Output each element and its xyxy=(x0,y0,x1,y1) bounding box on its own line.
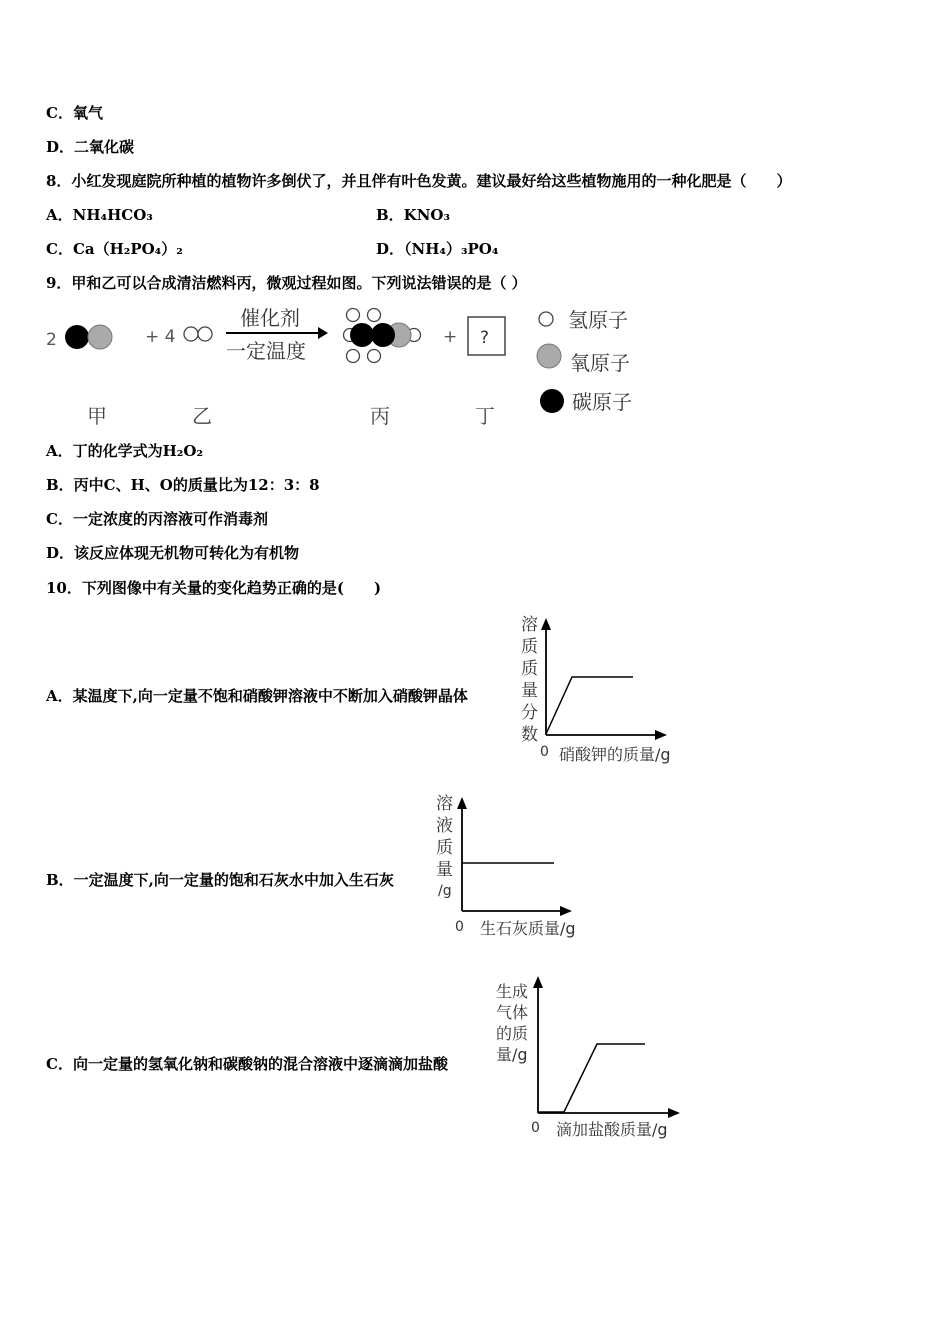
graph-a-origin: 0 xyxy=(540,744,549,760)
legend-oxygen: 氧原子 xyxy=(570,351,630,375)
q10-option-a-text: A．某温度下,向一定量不饱和硝酸钾溶液中不断加入硝酸钾晶体 xyxy=(46,687,468,705)
option-d-co2: D．二氧化碳 xyxy=(46,138,135,156)
graph-a-y-arrow xyxy=(541,618,551,630)
graph-a-xlabel: 硝酸钾的质量/g xyxy=(559,745,671,764)
legend-hydrogen: 氢原子 xyxy=(568,308,628,332)
jia-oxygen-atom xyxy=(88,325,112,349)
graph-c-ylabel: 生成 xyxy=(496,982,529,1001)
graph-b-ylabel: /g xyxy=(438,883,452,899)
legend-carbon: 碳原子 xyxy=(572,390,632,414)
q9-option-d: D．该反应体现无机物可转化为有机物 xyxy=(46,544,300,562)
bing-h-atom xyxy=(368,350,381,363)
bing-h-atom xyxy=(347,350,360,363)
graph-c-origin: 0 xyxy=(531,1120,540,1136)
legend-oxygen-icon xyxy=(537,344,561,368)
graph-b-ylabel: 量 xyxy=(436,860,453,880)
graph-b-y-arrow xyxy=(457,797,467,809)
plus-2: + xyxy=(443,327,458,347)
graph-b-ylabel: 液 xyxy=(436,816,453,836)
q8-option-a: A．NH₄HCO₃ xyxy=(46,206,153,224)
q10-graph-b xyxy=(430,787,590,947)
q10-option-b-text: B．一定温度下,向一定量的饱和石灰水中加入生石灰 xyxy=(46,871,394,889)
q9-reaction-diagram xyxy=(40,300,660,435)
reaction-arrow-head xyxy=(318,327,328,339)
label-bing: 丙 xyxy=(370,404,390,428)
graph-b-ylabel: 溶 xyxy=(436,794,453,814)
plus-4: + 4 xyxy=(145,327,176,347)
unknown-mark: ? xyxy=(480,328,490,348)
graph-a-ylabel: 质 xyxy=(521,637,538,657)
q9-stem: 9．甲和乙可以合成清洁燃料丙，微观过程如图。下列说法错误的是（ ） xyxy=(46,274,527,292)
bing-carbon-atom xyxy=(371,323,395,347)
bing-h-atom xyxy=(347,309,360,322)
q10-graph-c xyxy=(494,972,689,1144)
graph-b-ylabel: 质 xyxy=(436,838,453,858)
graph-a-ylabel: 质 xyxy=(521,659,538,679)
legend-carbon-icon xyxy=(540,389,564,413)
graph-a-ylabel: 量 xyxy=(521,681,538,701)
graph-c-curve xyxy=(538,1044,645,1112)
q9-option-c: C．一定浓度的丙溶液可作消毒剂 xyxy=(46,510,268,528)
bing-carbon-atom xyxy=(350,323,374,347)
graph-c-ylabel: 量/g xyxy=(496,1045,528,1064)
label-yi: 乙 xyxy=(192,404,212,428)
yi-h-atom-1 xyxy=(184,327,198,341)
q10-graph-a xyxy=(515,610,685,770)
q9-option-a: A．丁的化学式为H₂O₂ xyxy=(46,442,204,460)
graph-c-xlabel: 滴加盐酸质量/g xyxy=(556,1120,668,1139)
q9-option-b: B．丙中C、H、O的质量比为12：3：8 xyxy=(46,476,320,494)
graph-a-curve xyxy=(546,677,633,734)
graph-a-x-arrow xyxy=(655,730,667,740)
label-ding: 丁 xyxy=(475,404,495,428)
graph-c-ylabel: 气体 xyxy=(496,1003,529,1022)
jia-carbon-atom xyxy=(65,325,89,349)
bing-h-atom xyxy=(368,309,381,322)
q8-option-d: D．（NH₄）₃PO₄ xyxy=(376,240,499,258)
graph-a-ylabel: 溶 xyxy=(521,615,538,635)
graph-c-ylabel: 的质 xyxy=(496,1024,529,1043)
q8-option-b: B．KNO₃ xyxy=(376,206,451,224)
graph-b-xlabel: 生石灰质量/g xyxy=(480,919,576,938)
arrow-catalyst: 催化剂 xyxy=(240,306,300,330)
q8-option-c: C．Ca（H₂PO₄）₂ xyxy=(46,240,183,258)
graph-b-x-arrow xyxy=(560,906,572,916)
q10-stem: 10．下列图像中有关量的变化趋势正确的是( ) xyxy=(46,579,382,597)
q10-option-c-text: C．向一定量的氢氧化钠和碳酸钠的混合溶液中逐滴滴加盐酸 xyxy=(46,1055,448,1073)
graph-b-origin: 0 xyxy=(455,919,464,935)
yi-h-atom-2 xyxy=(198,327,212,341)
label-jia: 甲 xyxy=(87,404,107,428)
option-c-oxygen: C．氧气 xyxy=(46,104,103,122)
graph-a-ylabel: 分 xyxy=(521,703,538,723)
graph-c-x-arrow xyxy=(668,1108,680,1118)
graph-c-y-arrow xyxy=(533,976,543,988)
coef-jia: 2 xyxy=(46,330,57,350)
arrow-condition: 一定温度 xyxy=(226,339,306,363)
legend-hydrogen-icon xyxy=(539,312,553,326)
q8-stem: 8．小红发现庭院所种植的植物许多倒伏了，并且伴有叶色发黄。建议最好给这些植物施用的一种化肥是（ ） xyxy=(46,172,792,190)
graph-a-ylabel: 数 xyxy=(521,725,538,745)
